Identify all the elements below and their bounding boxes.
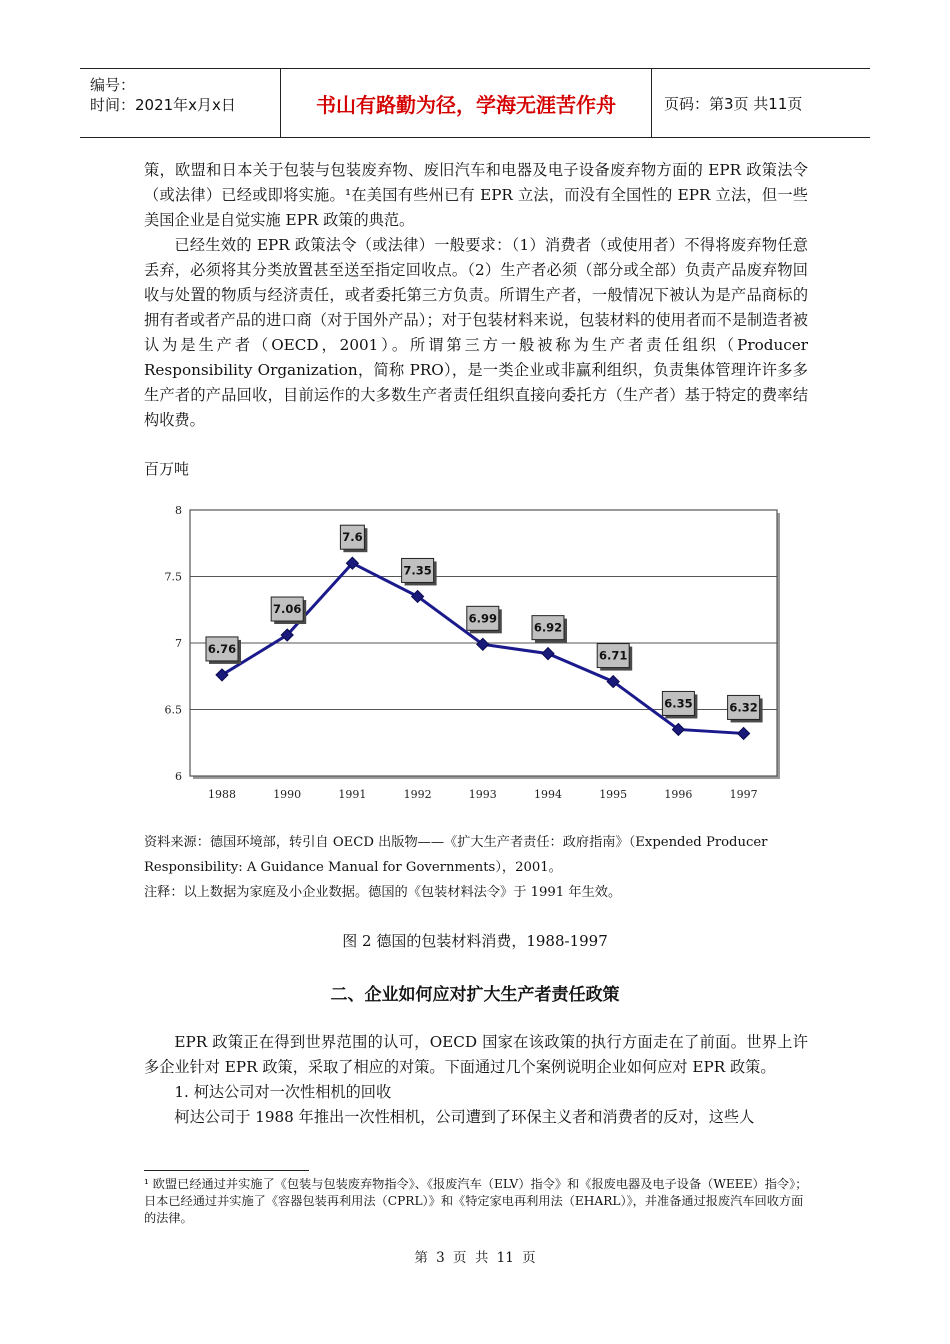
document-time-label: 时间：2021年x月x日	[90, 96, 236, 114]
x-tick-label: 1988	[208, 788, 236, 801]
y-tick-label: 7	[175, 637, 182, 650]
body-text-top	[144, 158, 808, 433]
y-tick-label: 6.5	[164, 703, 182, 717]
packaging-consumption-chart	[150, 495, 790, 815]
data-label: 6.71	[599, 648, 628, 663]
x-tick-label: 1997	[729, 788, 758, 801]
data-label: 7.6	[342, 530, 363, 545]
footer-total-word: 共	[474, 1250, 489, 1266]
footer-page-word: 页	[453, 1250, 467, 1266]
header-motto: 书山有路勤为径，学海无涯苦作舟	[280, 69, 652, 137]
document-number-label: 编号：	[90, 76, 136, 94]
paragraph-epr-requirements: 已经生效的 EPR 政策法令（或法律）一般要求：（1）消费者（或使用者）不得将废弃物任意丢弃，必须将其分类放置甚至送至指定回收点。（2）生产者必须（部分或全部）负责产品废弃物回收与处置的物质与经济责任，或者委托第三方负责。所谓生产者，一般情况下被认为是产品商标的拥有者或者产品的进口商（对于国外产品）；对于包装材料来说，包装材料的使用者而不是制造者被认为是生产者（OECD，2001）。所谓第三方一般被称为生产者责任组织（Producer Responsibility Organization，简称 PRO），是一类企业或非赢利组织，负责集体管理许许多多生产者的产品回收，目前运作的大多数生产者责任组织直接向委托方（生产者）基于特定的费率结构收费。	[144, 236, 808, 429]
data-label: 6.99	[468, 611, 497, 626]
x-tick-label: 1995	[599, 788, 628, 801]
footer-suffix: 页	[522, 1250, 536, 1266]
footer-total-pages: 11	[496, 1250, 514, 1266]
data-label: 7.06	[273, 602, 302, 617]
data-label: 6.35	[664, 696, 693, 711]
header-meta	[80, 69, 280, 137]
list-item-kodak: 1. 柯达公司对一次性相机的回收	[174, 1083, 392, 1101]
chart-source	[144, 830, 808, 905]
chart-unit-label: 百万吨	[144, 460, 190, 478]
footnote-separator	[144, 1170, 309, 1171]
source-line-2: Responsibility: A Guidance Manual for Governments），2001。	[144, 860, 562, 875]
source-line-1: 资料来源：德国环境部，转引自 OECD 出版物——《扩大生产者责任：政府指南》（Expended Producer	[144, 835, 768, 850]
data-label: 6.76	[207, 641, 237, 656]
footnote: ¹ 欧盟已经通过并实施了《包装与包装废弃物指令》、《报废汽车（ELV）指令》和《报废电器及电子设备（WEEE）指令》；日本已经通过并实施了《容器包装再利用法（CPRL）》和《特定家电再利用法（EHARL）》，并准备通过报废汽车回收方面的法律。	[144, 1177, 808, 1225]
source-note: 注释：以上数据为家庭及小企业数据。德国的《包装材料法令》于 1991 年生效。	[144, 885, 622, 900]
x-tick-label: 1990	[273, 788, 302, 801]
body-text-bottom	[144, 1030, 808, 1130]
header-page-label: 页码：第3页 共11页	[664, 94, 803, 113]
footer-prefix: 第	[414, 1250, 428, 1266]
data-label: 7.35	[403, 563, 432, 578]
paragraph-kodak: 柯达公司于 1988 年推出一次性相机，公司遭到了环保主义者和消费者的反对，这些人	[174, 1108, 755, 1126]
y-tick-label: 8	[175, 504, 182, 517]
paragraph-epr-laws: 策，欧盟和日本关于包装与包装废弃物、废旧汽车和电器及电子设备废弃物方面的 EPR 政策法令（或法律）已经或即将实施。¹在美国有些州已有 EPR 立法，而没有全国性的 EPR 立法，但一些美国企业是自觉实施 EPR 政策的典范。	[144, 161, 808, 229]
figure-caption: 图 2 德国的包装材料消费，1988-1997	[342, 932, 608, 950]
y-tick-label: 7.5	[164, 570, 182, 584]
x-tick-label: 1994	[534, 788, 562, 801]
data-label: 6.32	[729, 700, 758, 715]
footer-page-number: 3	[436, 1250, 445, 1266]
page-header	[80, 68, 870, 138]
x-tick-label: 1996	[664, 788, 693, 801]
x-tick-label: 1991	[338, 788, 367, 801]
x-tick-label: 1992	[403, 788, 432, 801]
x-tick-label: 1993	[468, 788, 497, 801]
y-tick-label: 6	[175, 770, 182, 783]
section-heading: 二、企业如何应对扩大生产者责任政策	[330, 985, 620, 1005]
paragraph-epr-recognition: EPR 政策正在得到世界范围的认可，OECD 国家在该政策的执行方面走在了前面。世界上许多企业针对 EPR 政策，采取了相应的对策。下面通过几个案例说明企业如何应对 EPR 政策。	[144, 1033, 808, 1076]
page-footer	[0, 1246, 950, 1266]
data-label: 6.92	[533, 620, 563, 635]
